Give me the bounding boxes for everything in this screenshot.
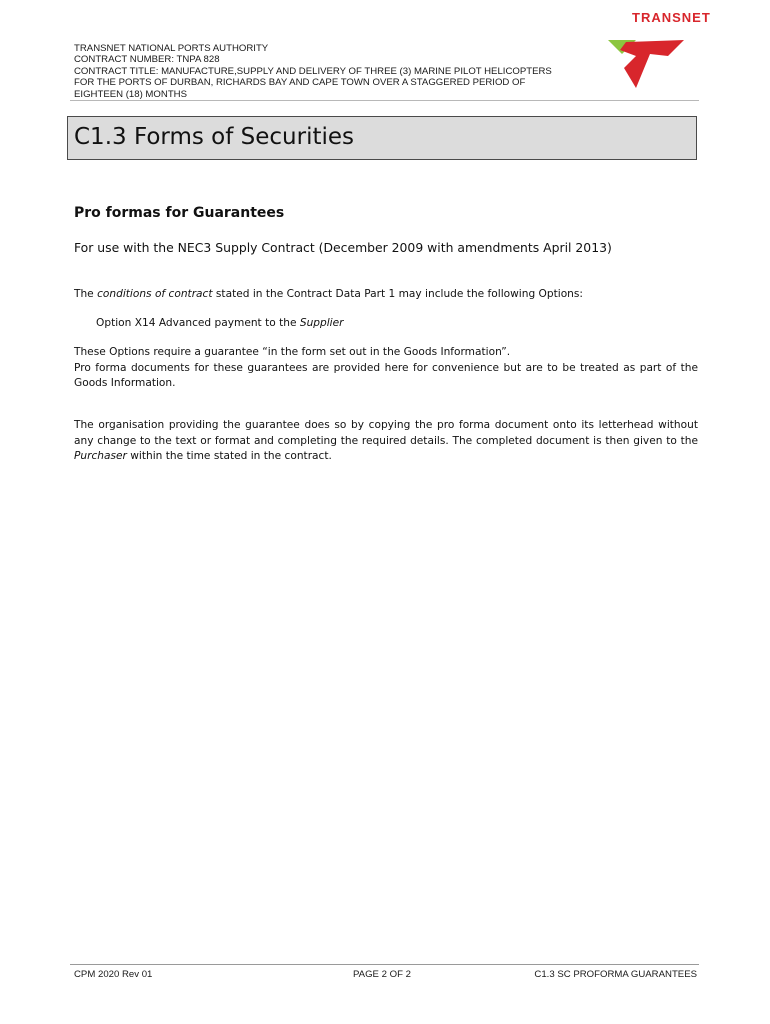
document-header — [74, 43, 614, 100]
paragraph-options-intro — [74, 287, 698, 303]
text-run: The — [74, 288, 98, 300]
text-run: Option X14 Advanced payment to the — [96, 317, 300, 329]
footer-revision: CPM 2020 Rev 01 — [74, 969, 153, 980]
header-line-contract-number: CONTRACT NUMBER: TNPA 828 — [74, 54, 220, 66]
paragraph-line: These Options require a guarantee “in the form set out in the Goods Information”. — [74, 346, 511, 358]
section-heading: Pro formas for Guarantees — [74, 205, 285, 221]
option-x14-line — [96, 316, 720, 332]
header-line-contract-title-cont: FOR THE PORTS OF DURBAN, RICHARDS BAY AND CAPE TOWN OVER A STAGGERED PERIOD OF — [74, 77, 526, 89]
footer-page-number: PAGE 2 OF 2 — [353, 969, 411, 980]
text-run: stated in the Contract Data Part 1 may include the following Options: — [212, 288, 583, 300]
italic-term: Purchaser — [74, 450, 127, 463]
logo-red-shape — [620, 40, 684, 88]
header-divider — [70, 100, 699, 101]
paragraph-letterhead-instructions — [74, 418, 698, 465]
transnet-logo-icon — [606, 38, 686, 90]
paragraph-guarantee-requirement — [74, 345, 698, 392]
paragraph-line: Pro forma documents for these guarantees are provided here for convenience but are to be treated as part of the Goods Information. — [74, 361, 698, 390]
transnet-wordmark: TRANSNET — [632, 10, 711, 25]
page-title-box — [67, 116, 697, 160]
page-title: C1.3 Forms of Securities — [74, 124, 355, 150]
header-line-authority: TRANSNET NATIONAL PORTS AUTHORITY — [74, 43, 269, 54]
footer-divider — [70, 964, 699, 965]
footer-document-name: C1.3 SC PROFORMA GUARANTEES — [534, 969, 697, 980]
text-run: within the time stated in the contract. — [126, 450, 332, 463]
text-run: The organisation providing the guarantee does so by copying the pro forma document onto its letterhead without any change to the text or format and completing the required details. The completed document is then given to the — [74, 419, 698, 447]
header-line-period: EIGHTEEN (18) MONTHS — [74, 88, 188, 100]
section-subheading: For use with the NEC3 Supply Contract (December 2009 with amendments April 2013) — [74, 240, 612, 255]
header-line-contract-title: CONTRACT TITLE: MANUFACTURE,SUPPLY AND DELIVERY OF THREE (3) MARINE PILOT HELICOPTERS — [74, 65, 552, 77]
italic-term: conditions of contract — [97, 288, 213, 300]
italic-term: Supplier — [299, 317, 344, 329]
